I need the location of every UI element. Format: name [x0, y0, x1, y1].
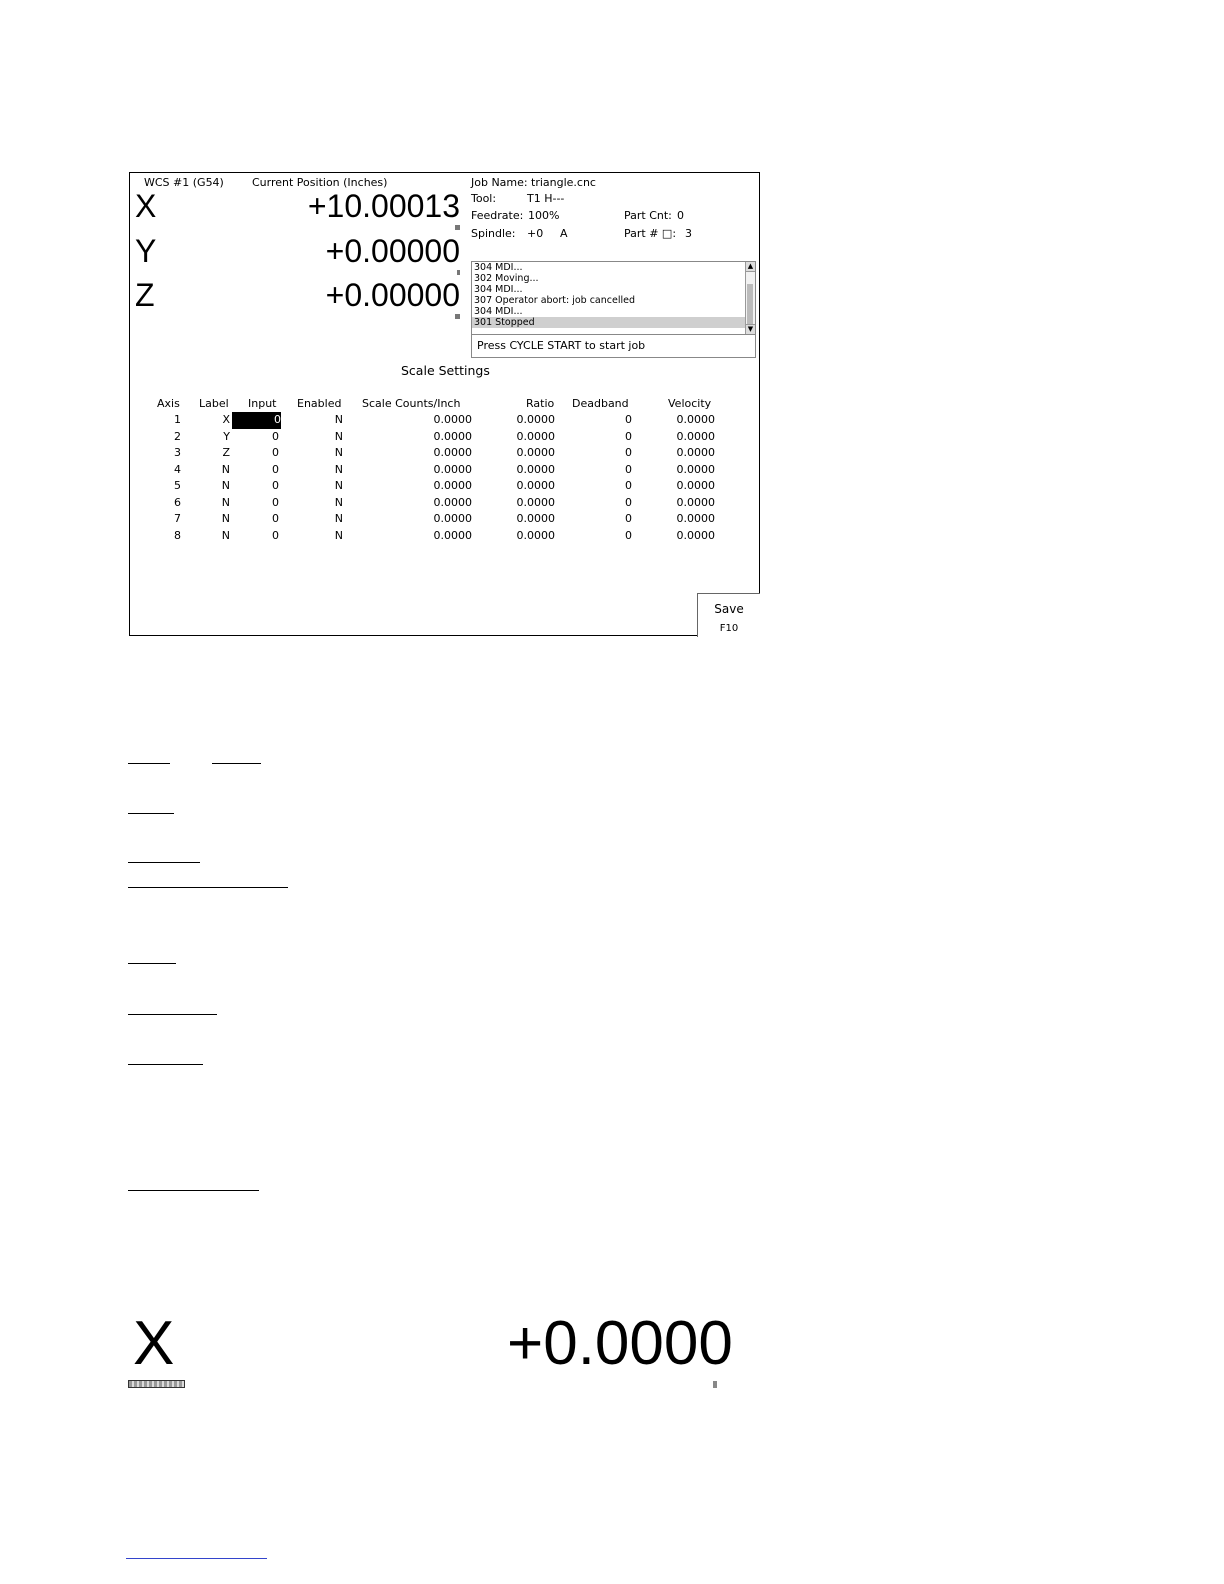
cell-scale-counts[interactable]: 0.0000	[433, 479, 472, 492]
cell-enabled[interactable]: N	[334, 446, 343, 459]
save-button[interactable]	[697, 593, 760, 637]
cell-deadband[interactable]: 0	[625, 462, 632, 476]
log-line-selected: 301 Stopped	[472, 317, 746, 328]
header-deadband: Deadband	[572, 397, 629, 410]
cell-enabled[interactable]: N	[334, 495, 343, 509]
scroll-thumb[interactable]	[747, 284, 753, 324]
spindle-value: +0	[527, 227, 544, 240]
cell-input-selected[interactable]: 0	[232, 412, 281, 429]
cell-input[interactable]: 0	[272, 446, 279, 459]
blank-line	[128, 763, 170, 764]
cell-enabled[interactable]: N	[334, 479, 343, 492]
blank-line	[128, 963, 176, 964]
feedrate-value: 100%	[528, 209, 560, 222]
axis-x-indicator	[455, 225, 460, 230]
spindle-label: Spindle:	[471, 227, 516, 240]
part-number-value: 3	[685, 227, 692, 240]
feedrate-label: Feedrate:	[471, 209, 524, 222]
cell-axis: 6	[174, 495, 181, 509]
cell-input[interactable]: 0	[272, 512, 279, 525]
cell-label[interactable]: N	[221, 479, 230, 492]
cell-label[interactable]: Z	[222, 446, 230, 459]
cell-ratio[interactable]: 0.0000	[516, 528, 555, 542]
cell-ratio[interactable]: 0.0000	[516, 413, 555, 426]
cell-axis: 5	[174, 479, 181, 492]
cell-axis: 3	[174, 446, 181, 459]
cell-label[interactable]: Y	[223, 429, 230, 443]
cell-deadband[interactable]: 0	[625, 479, 632, 492]
cell-deadband[interactable]: 0	[625, 446, 632, 459]
blank-line	[128, 1190, 259, 1191]
cell-axis: 8	[174, 528, 181, 542]
part-number-label: Part # □:	[624, 227, 677, 240]
header-ratio: Ratio	[526, 397, 555, 410]
cell-enabled[interactable]: N	[334, 528, 343, 542]
cell-deadband[interactable]: 0	[625, 512, 632, 525]
log-line: 302 Moving...	[474, 273, 539, 284]
cell-velocity[interactable]: 0.0000	[676, 495, 715, 509]
scroll-down-icon[interactable]: ▼	[747, 325, 754, 333]
cell-enabled[interactable]: N	[334, 512, 343, 525]
dro-axis-x-label: X	[135, 188, 157, 224]
cell-input[interactable]: 0	[272, 429, 279, 443]
cell-label[interactable]: N	[221, 512, 230, 525]
cell-input[interactable]: 0	[272, 462, 279, 476]
axis-y-indicator	[457, 270, 460, 275]
status-message: Press CYCLE START to start job	[471, 335, 756, 358]
cell-scale-counts[interactable]: 0.0000	[433, 413, 472, 426]
cell-velocity[interactable]: 0.0000	[676, 446, 715, 459]
cell-label[interactable]: N	[221, 528, 230, 542]
cell-ratio[interactable]: 0.0000	[516, 479, 555, 492]
cell-velocity[interactable]: 0.0000	[676, 413, 715, 426]
cell-axis: 2	[174, 429, 181, 443]
cell-ratio[interactable]: 0.0000	[516, 495, 555, 509]
cell-label[interactable]: X	[222, 413, 230, 426]
cell-input[interactable]: 0	[272, 479, 279, 492]
cell-velocity[interactable]: 0.0000	[676, 479, 715, 492]
cell-velocity[interactable]: 0.0000	[676, 512, 715, 525]
tool-label: Tool:	[471, 192, 497, 205]
example-axis-label: X	[133, 1309, 175, 1378]
value-indicator	[713, 1381, 717, 1388]
cell-velocity[interactable]: 0.0000	[676, 429, 715, 443]
cell-scale-counts[interactable]: 0.0000	[433, 462, 472, 476]
cell-scale-counts[interactable]: 0.0000	[433, 446, 472, 459]
blank-line	[128, 862, 200, 863]
cell-deadband[interactable]: 0	[625, 429, 632, 443]
log-line: 307 Operator abort: job cancelled	[474, 295, 635, 306]
header-scale-counts: Scale Counts/Inch	[362, 397, 461, 410]
save-button-label: Save	[714, 602, 744, 616]
cell-scale-counts[interactable]: 0.0000	[433, 528, 472, 542]
dro-axis-x-value: +10.00013	[307, 188, 460, 224]
cell-axis: 1	[174, 413, 181, 426]
cell-scale-counts[interactable]: 0.0000	[433, 512, 472, 525]
blank-line	[128, 1014, 217, 1015]
spindle-unit: A	[560, 227, 568, 240]
cell-axis: 4	[174, 462, 181, 476]
cell-deadband[interactable]: 0	[625, 528, 632, 542]
log-scrollbar[interactable]	[745, 262, 755, 334]
message-log[interactable]	[471, 261, 756, 335]
cell-velocity[interactable]: 0.0000	[676, 528, 715, 542]
blank-line	[128, 1064, 203, 1065]
scale-settings-title: Scale Settings	[401, 363, 490, 378]
header-label: Label	[199, 397, 229, 410]
cell-ratio[interactable]: 0.0000	[516, 512, 555, 525]
blank-line	[212, 763, 261, 764]
blank-line	[128, 813, 174, 814]
scale-settings-screen	[129, 172, 760, 636]
cell-ratio[interactable]: 0.0000	[516, 462, 555, 476]
dro-axis-z-label: Z	[135, 277, 155, 313]
tool-value: T1 H---	[527, 192, 565, 205]
dro-axis-y-label: Y	[135, 233, 157, 269]
log-line: 304 MDI...	[474, 284, 523, 295]
link-underline	[126, 1558, 267, 1559]
log-line: 304 MDI...	[474, 262, 523, 273]
cell-velocity[interactable]: 0.0000	[676, 462, 715, 476]
cell-input[interactable]: 0	[272, 528, 279, 542]
header-velocity: Velocity	[668, 397, 712, 410]
blank-line	[128, 887, 288, 888]
scroll-up-icon[interactable]: ▲	[747, 262, 754, 270]
header-enabled: Enabled	[297, 397, 342, 410]
cell-enabled[interactable]: N	[334, 462, 343, 476]
position-title: Current Position (Inches)	[252, 176, 388, 189]
cell-deadband[interactable]: 0	[625, 413, 632, 426]
wcs-label: WCS #1 (G54)	[144, 176, 224, 189]
cell-scale-counts[interactable]: 0.0000	[433, 495, 472, 509]
header-input: Input	[248, 397, 277, 410]
cell-enabled[interactable]: N	[334, 413, 343, 426]
job-name-label: Job Name:	[471, 176, 528, 189]
cell-input[interactable]: 0	[272, 495, 279, 509]
dro-axis-y-value: +0.00000	[325, 233, 460, 269]
cell-scale-counts[interactable]: 0.0000	[433, 429, 472, 443]
save-button-key: F10	[719, 623, 739, 634]
cell-label[interactable]: N	[221, 495, 230, 509]
job-name-value: triangle.cnc	[531, 176, 596, 189]
axis-indicator-bar	[128, 1380, 185, 1388]
log-line: 304 MDI...	[474, 306, 523, 317]
part-count-value: 0	[677, 209, 684, 222]
part-count-label: Part Cnt:	[624, 209, 672, 222]
cell-ratio[interactable]: 0.0000	[516, 446, 555, 459]
cell-enabled[interactable]: N	[334, 429, 343, 443]
header-axis: Axis	[157, 397, 180, 410]
cell-axis: 7	[174, 512, 181, 525]
dro-axis-z-value: +0.00000	[325, 277, 460, 313]
example-axis-value: +0.0000	[507, 1309, 733, 1378]
cell-ratio[interactable]: 0.0000	[516, 429, 555, 443]
cell-label[interactable]: N	[221, 462, 230, 476]
cell-deadband[interactable]: 0	[625, 495, 632, 509]
axis-z-indicator	[455, 314, 460, 319]
